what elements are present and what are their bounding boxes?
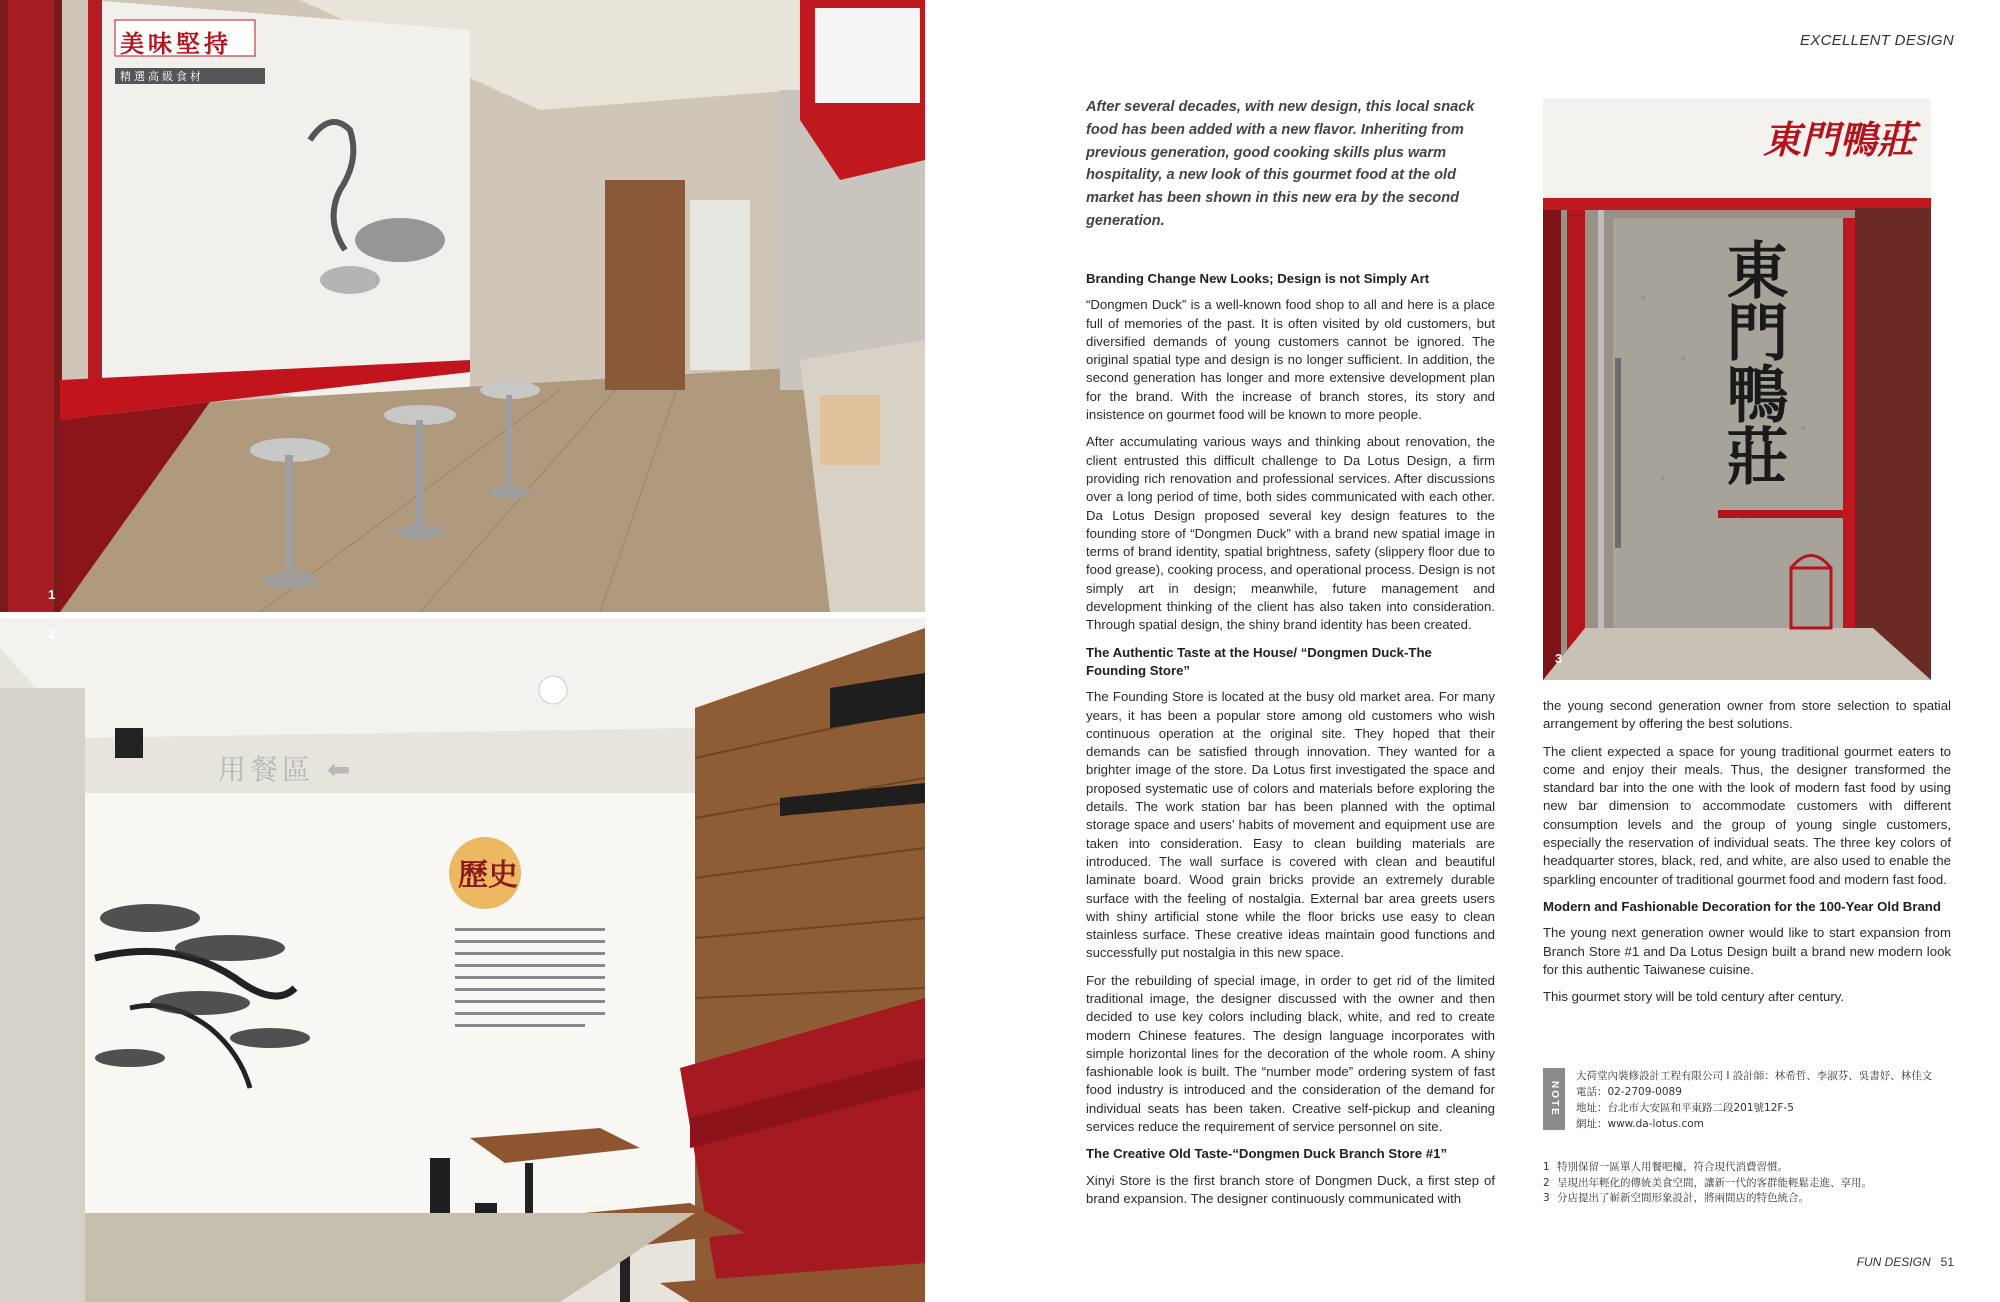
- note-lines: [1576, 1068, 1932, 1132]
- history-logo: 歷史: [458, 858, 518, 893]
- body-paragraph: After accumulating various ways and thinking about renovation, the client entrusted this difficult challenge to Da Lotus Design, a firm providing rich renovation and professional services. After discussions over a long period of time, both sides communicated with each other. Da Lotus Design proposed several key design features to the founding store of “Dongmen Duck” with a brand new spatial image in terms of brand identity, spatial brightness, safety (slippery floor due to food grease), cooking process, and operational process. Design is not simply art in design; meanwhile, future management and development thinking of the client has also taken into consideration. Through spatial design, the shiny brand identity has been created.: [1086, 434, 1495, 633]
- body-paragraph: The young next generation owner would like to start expansion from Branch Store #1 and Da Lotus Design built a brand new modern look for this authentic Taiwanese cuisine.: [1543, 925, 1951, 977]
- caption-item: [1543, 1160, 1872, 1176]
- shop-wall-name: 東門鴨莊: [1716, 238, 1789, 486]
- lead-paragraph: After several decades, with new design, this local snack food has been added with a new flavor. Inheriting from previous generation, good cooking skills plus warm hospitality, a new look of this gourmet food at the old market has been shown in this new era by the second generation.: [1086, 99, 1475, 229]
- photo-captions: [1543, 1160, 1872, 1207]
- caption-text: 呈現出年輕化的傳統美食空間，讓新一代的客群能輕鬆走進、享用。: [1557, 1176, 1872, 1189]
- article-column-left: [1086, 270, 1495, 1217]
- note-tab: NOTE: [1543, 1068, 1565, 1130]
- photo-1-illustration: [0, 0, 925, 612]
- body-paragraph: The Founding Store is located at the busy old market area. For many years, it has been a popular store among old customers who wish continuous operation at the original site. They hoped that their demands can be satisfied through innovation. They wanted for a brighter image of the store. Da Lotus first investigated the space and proposed systematic use of colors and materials before exploring the details. The work station bar has been planned with the optimal storage space and users’ habits of movement and equipment use are taken into consideration. Easy to clean building materials are introduced. The wall surface is covered with clean and beautiful laminate board. Wood grain bricks provide an extremely durable surface with the feeling of nostalgia. External bar area greets users with shiny artificial stone while the floor bricks use easy to clean stainless surface. These creative ideas maintain good functions and successfully put nostalgia in this new space.: [1086, 689, 1495, 961]
- caption-text: 特別保留一區單人用餐吧檯，符合現代消費習慣。: [1557, 1161, 1788, 1173]
- dining-area-sign: 用餐區 ⬅: [218, 753, 355, 786]
- section-heading: Modern and Fashionable Decoration for the 100-Year Old Brand: [1543, 898, 1941, 914]
- photo-1: [0, 0, 925, 612]
- page-footer: [1857, 1255, 1954, 1269]
- credits-note: [1543, 1068, 1963, 1128]
- body-paragraph: The client expected a space for young traditional gourmet eaters to come and enjoy their meals. Thus, the designer transformed the standard bar into the one with the look of modern fast food by using new bar dimension to accommodate customers with different consumption levels and the group of young single customers, especially the reservation of individual seats. The three key colors of headquarter stores, black, red, and white, are also used to enable the sparkling encounter of traditional gourmet food and modern fast food.: [1543, 743, 1951, 887]
- section-label: EXCELLENT DESIGN: [1799, 32, 1954, 49]
- body-paragraph: This gourmet story will be told century after century.: [1543, 989, 1844, 1005]
- section-heading: Branding Change New Looks; Design is not Simply Art: [1086, 271, 1430, 286]
- article-column-right: [1543, 697, 1951, 1015]
- body-paragraph: For the rebuilding of special image, in order to get rid of the limited traditional image, the designer discussed with the owner and then decided to use key colors including black, white, and red to create modern Chinese features. The design language incorporates with simple horizontal lines for the decoration of the whole room. A shiny fashionable look is built. The “number mode” ordering system of fast food industry is introduced and the consideration of the demand for individual seats has been taken. Creative self-pickup and cleaning services reduce the requirement of service personnel on site.: [1086, 972, 1495, 1135]
- note-line: 網址：www.da-lotus.com: [1576, 1118, 1704, 1130]
- sign-title: 美味堅持: [120, 29, 232, 58]
- note-line: 大荷堂內裝修設計工程有限公司 I 設計師：林希哲、李淑芬、吳書妤、林佳文: [1576, 1070, 1933, 1082]
- magazine-name: FUN DESIGN: [1856, 1255, 1931, 1269]
- section-heading: The Authentic Taste at the House/ “Dongmen Duck-The Founding Store”: [1086, 644, 1432, 678]
- note-line: 地址：台北市大安區和平東路二段201號12F-5: [1576, 1102, 1794, 1114]
- caption-text: 分店提出了嶄新空間形象設計，將兩間店的特色統合。: [1557, 1192, 1809, 1204]
- caption-number: 3: [1543, 1192, 1550, 1204]
- photo-2: [0, 618, 925, 1302]
- section-heading: The Creative Old Taste-“Dongmen Duck Branch Store #1”: [1086, 1146, 1448, 1162]
- caption-item: [1543, 1191, 1872, 1207]
- note-line: 電話：02-2709-0089: [1576, 1086, 1682, 1098]
- body-paragraph: Xinyi Store is the first branch store of Dongmen Duck, a first step of brand expansion. The designer continuously communicated with: [1086, 1172, 1495, 1206]
- shop-sign: 東門鴨莊: [1763, 117, 1916, 162]
- photo-3: [1543, 98, 1931, 680]
- photo-number: 1: [48, 587, 56, 602]
- caption-number: 2: [1543, 1176, 1550, 1189]
- page-number: 51: [1940, 1255, 1954, 1269]
- photo-number: 3: [1555, 651, 1563, 666]
- body-paragraph: “Dongmen Duck” is a well-known food shop to all and here is a place full of memories of the past. It is often visited by old customers, but diversified demands of young customers cannot be ignored. The original spatial type and design is no longer sufficient. In addition, the second generation has longer and more extensive development plan for the brand. With the increase of branch stores, its story and insistence on gourmet food will be known to more people.: [1086, 297, 1495, 423]
- photo-2-illustration: [0, 618, 925, 1302]
- sign-subtitle: 精選高級食材: [120, 70, 204, 83]
- caption-number: 1: [1543, 1161, 1550, 1173]
- photo-number: 2: [48, 626, 56, 641]
- body-paragraph: the young second generation owner from store selection to spatial arrangement by offering the best solutions.: [1543, 698, 1951, 732]
- caption-item: [1543, 1176, 1872, 1192]
